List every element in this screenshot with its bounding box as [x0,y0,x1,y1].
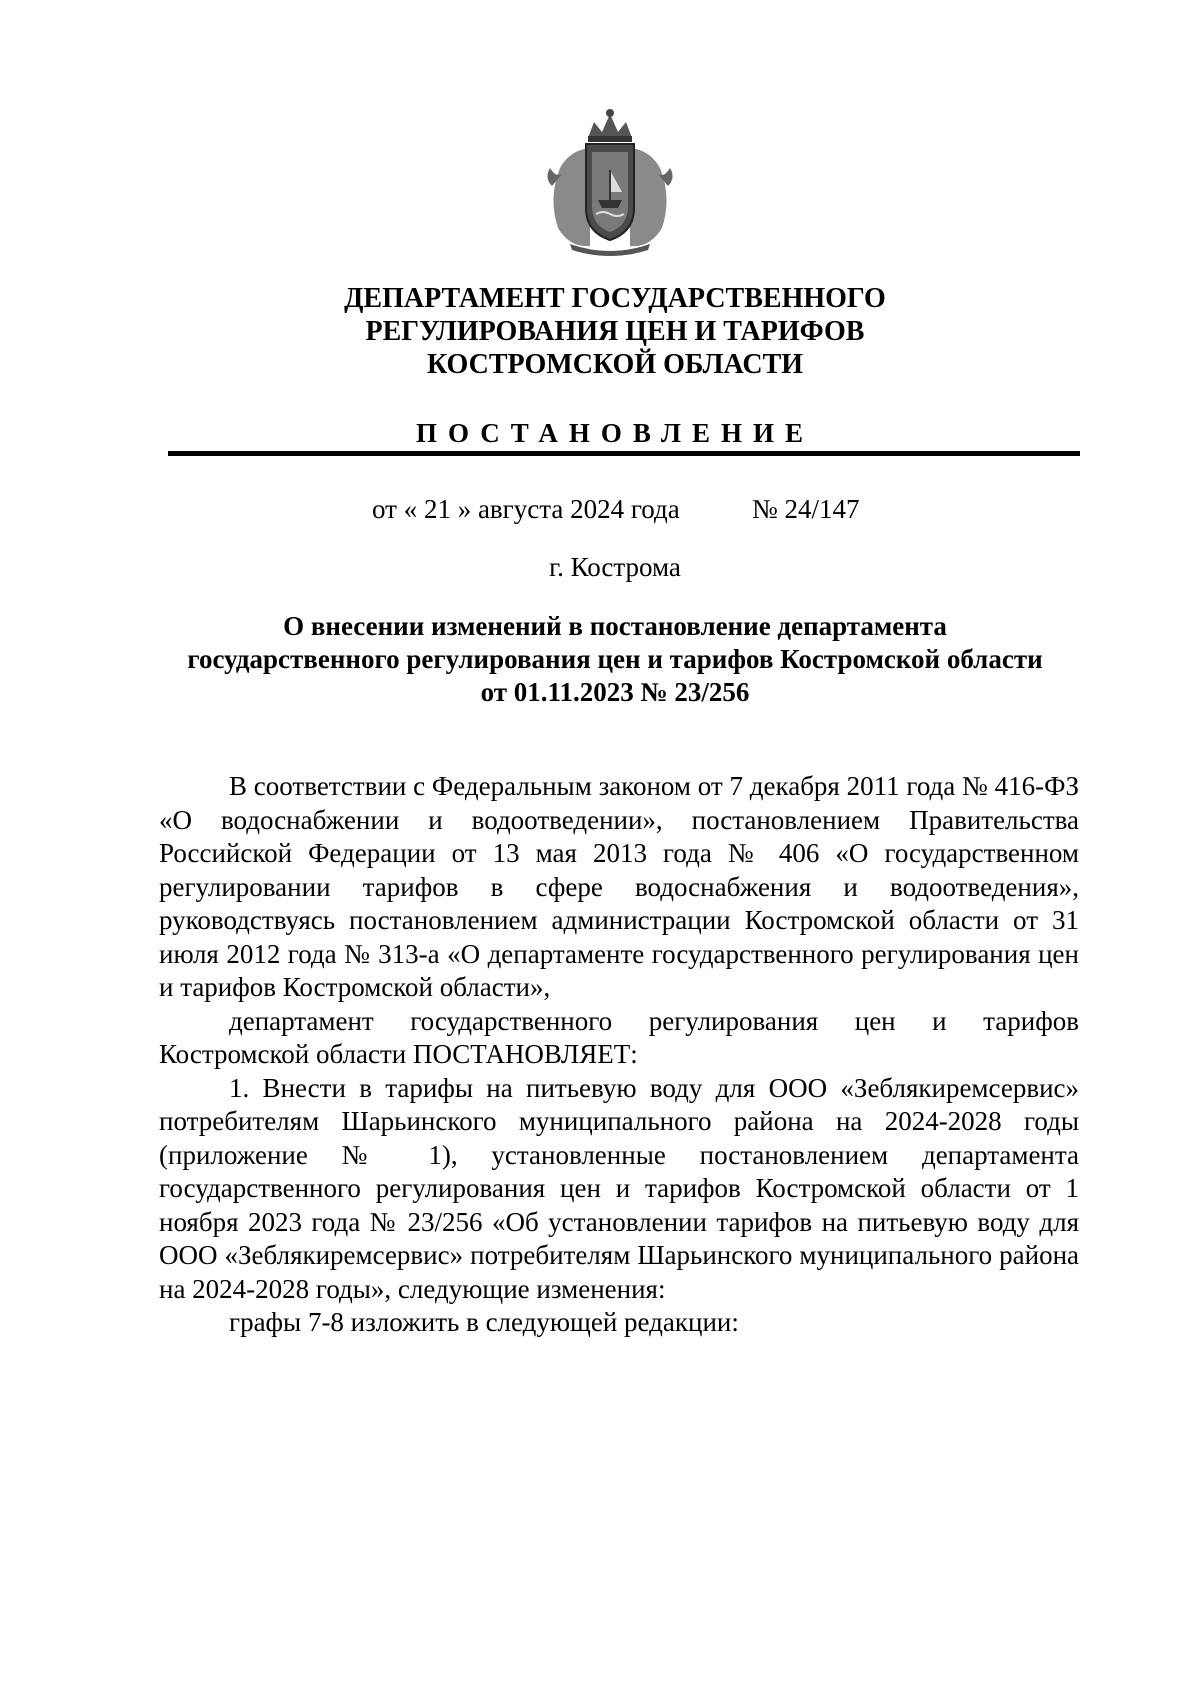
document-city: г. Кострома [549,552,681,582]
subject-line-2: государственного регулирования цен и тарифов Костромской области [187,644,1043,674]
document-subject [150,610,1080,709]
body-paragraph-resolves: департамент государственного регулирования цен и тарифов Костромской области ПОСТАНОВЛЯЕТ: [159,1005,1079,1069]
department-line-1: ДЕПАРТАМЕНТ ГОСУДАРСТВЕННОГО [344,283,886,314]
document-type: ПОСТАНОВЛЕНИЕ [415,418,815,448]
document-number: № 24/147 [752,494,860,524]
subject-line-3: от 01.11.2023 № 23/256 [480,677,750,707]
body-paragraph-columns: графы 7-8 изложить в следующей редакции: [229,1307,739,1337]
subject-line-1: О внесении изменений в постановление департамента [283,611,947,641]
department-line-2: РЕГУЛИРОВАНИЯ ЦЕН И ТАРИФОВ [365,316,865,347]
body-paragraph-preamble: В соответствии с Федеральным законом от 7 декабря 2011 года № 416-ФЗ «О водоснабжении и водоотведении», постановлением Правительства Российской Федерации от 13 мая 2013 года № 406 «О государственном регулировании тарифов в сфере водоснабжения и водоотведения», руководствуясь постановлением администрации Костромской области от 31 июля 2012 года № 313-а «О департаменте государственного регулирования цен и тарифов Костромской области», [159,771,1079,1002]
header-divider [168,451,1080,456]
document-date: от « 21 » августа 2024 года [372,494,680,524]
coat-of-arms-icon [540,108,680,256]
department-name [160,282,1070,381]
document-body [159,770,1079,1340]
department-line-3: КОСТРОМСКОЙ ОБЛАСТИ [426,349,804,380]
body-paragraph-item-1: 1. Внести в тарифы на питьевую воду для ООО «Зеблякиремсервис» потребителям Шарьинского муниципального района на 2024-2028 годы (приложение № 1), установленные постановлением департамента государственного регулирования цен и тарифов Костромской области от 1 ноября 2023 года № 23/256 «Об установлении тарифов на питьевую воду для ООО «Зеблякиремсервис» потребителям Шарьинского муниципального района на 2024-2028 годы», следующие изменения: [159,1072,1079,1304]
